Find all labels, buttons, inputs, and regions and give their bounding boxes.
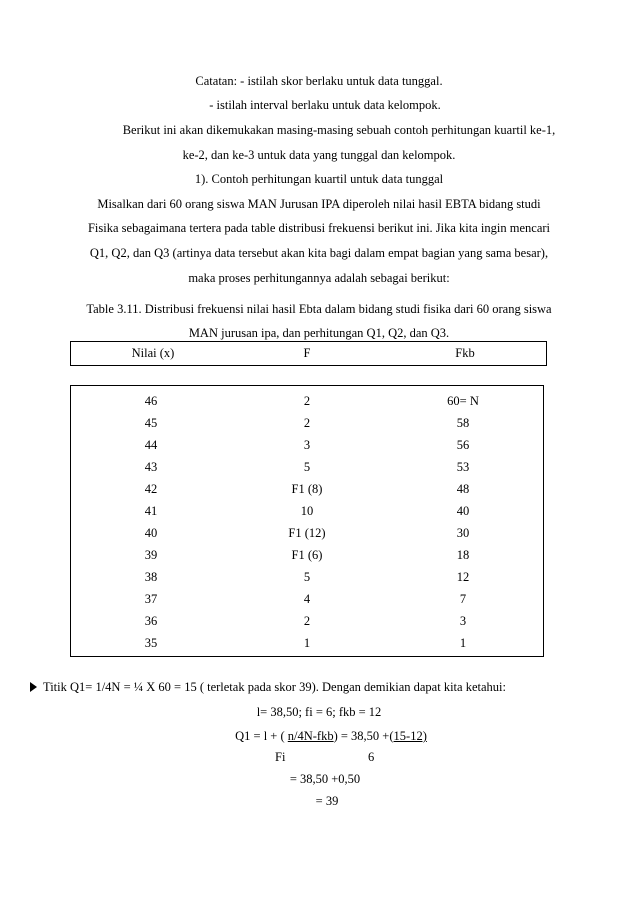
denominator-fi: Fi bbox=[275, 750, 286, 764]
denominator-6: 6 bbox=[368, 750, 375, 764]
cell-nilai: 41 bbox=[144, 504, 158, 518]
table-caption-line-2: MAN jurusan ipa, dan perhitungan Q1, Q2, dan Q3. bbox=[188, 326, 450, 340]
cell-nilai: 43 bbox=[144, 460, 158, 474]
cell-f: 10 bbox=[300, 504, 314, 518]
q1-bullet-text: Titik Q1= 1/4N = ¼ X 60 = 15 ( terletak pada skor 39). Dengan demikian dapat kita ketahui: bbox=[43, 680, 506, 694]
cell-nilai: 46 bbox=[144, 394, 158, 408]
table-row bbox=[71, 478, 543, 500]
table-header bbox=[70, 341, 547, 366]
cell-nilai: 37 bbox=[144, 592, 158, 606]
table-row bbox=[71, 544, 543, 566]
table-row bbox=[71, 456, 543, 478]
subheading-single-data: 1). Contoh perhitungan kuartil untuk data tunggal bbox=[194, 172, 444, 186]
q1-bullet-line bbox=[30, 680, 506, 695]
intro-line-2: Fisika sebagaimana tertera pada table distribusi frekuensi berikut ini. Jika kita ingin mencari bbox=[87, 221, 550, 235]
cell-nilai: 42 bbox=[144, 482, 158, 496]
cell-nilai: 36 bbox=[144, 614, 158, 628]
note-line-2: - istilah interval berlaku untuk data kelompok. bbox=[209, 98, 441, 112]
cell-nilai: 38 bbox=[144, 570, 158, 584]
cell-fkb: 40 bbox=[456, 504, 470, 518]
header-f: F bbox=[303, 346, 311, 360]
cell-f: F1 (8) bbox=[291, 482, 323, 496]
frequency-table-body bbox=[70, 385, 544, 657]
table-row bbox=[71, 522, 543, 544]
cell-nilai: 35 bbox=[144, 636, 158, 650]
cell-nilai: 40 bbox=[144, 526, 158, 540]
table-row bbox=[71, 566, 543, 588]
table-row bbox=[71, 632, 543, 654]
table-caption-line-1: Table 3.11. Distribusi frekuensi nilai hasil Ebta dalam bidang studi fisika dari 60 orang siswa bbox=[86, 302, 552, 316]
intro-line-3: Q1, Q2, dan Q3 (artinya data tersebut akan kita bagi dalam empat bagian yang sama besar), bbox=[89, 246, 549, 260]
cell-fkb: 7 bbox=[459, 592, 467, 606]
formula-fraction: n/4N-fkb bbox=[287, 729, 334, 743]
arrow-bullet-icon bbox=[30, 682, 37, 692]
header-fkb: Fkb bbox=[455, 346, 475, 360]
cell-f: 2 bbox=[303, 394, 311, 408]
table-row bbox=[71, 588, 543, 610]
q1-values: l= 38,50; fi = 6; fkb = 12 bbox=[256, 705, 382, 719]
header-nilai: Nilai (x) bbox=[131, 346, 175, 360]
cell-nilai: 45 bbox=[144, 416, 158, 430]
cell-fkb: 58 bbox=[456, 416, 470, 430]
cell-f: 2 bbox=[303, 614, 311, 628]
formula-numerator: 15-12) bbox=[393, 729, 427, 743]
cell-nilai: 44 bbox=[144, 438, 158, 452]
cell-f: F1 (6) bbox=[291, 548, 323, 562]
note-line-3: Berikut ini akan dikemukakan masing-masing sebuah contoh perhitungan kuartil ke-1, bbox=[122, 123, 556, 137]
cell-fkb: 3 bbox=[459, 614, 467, 628]
cell-f: 5 bbox=[303, 570, 311, 584]
cell-f: F1 (12) bbox=[288, 526, 326, 540]
table-row bbox=[71, 390, 543, 412]
cell-fkb: 18 bbox=[456, 548, 470, 562]
cell-fkb: 1 bbox=[459, 636, 467, 650]
cell-f: 5 bbox=[303, 460, 311, 474]
cell-fkb: 56 bbox=[456, 438, 470, 452]
cell-fkb: 53 bbox=[456, 460, 470, 474]
formula-prefix: Q1 = l + ( bbox=[235, 729, 288, 743]
q1-step-2: = 38,50 +0,50 bbox=[289, 772, 361, 786]
table-row bbox=[71, 500, 543, 522]
formula-mid: ) = 38,50 +( bbox=[333, 729, 394, 743]
q1-formula bbox=[12, 728, 638, 744]
table-row bbox=[71, 412, 543, 434]
cell-fkb: 48 bbox=[456, 482, 470, 496]
cell-f: 1 bbox=[303, 636, 311, 650]
intro-line-1: Misalkan dari 60 orang siswa MAN Jurusan IPA diperoleh nilai hasil EBTA bidang studi bbox=[97, 197, 541, 211]
cell-nilai: 39 bbox=[144, 548, 158, 562]
cell-f: 4 bbox=[303, 592, 311, 606]
q1-result: = 39 bbox=[315, 794, 339, 808]
cell-f: 3 bbox=[303, 438, 311, 452]
intro-line-4: maka proses perhitungannya adalah sebagai berikut: bbox=[188, 271, 450, 285]
cell-fkb: 30 bbox=[456, 526, 470, 540]
note-line-4: ke-2, dan ke-3 untuk data yang tunggal dan kelompok. bbox=[182, 148, 456, 162]
table-row bbox=[71, 434, 543, 456]
note-line-1: Catatan: - istilah skor berlaku untuk data tunggal. bbox=[195, 74, 443, 88]
cell-fkb: 12 bbox=[456, 570, 470, 584]
cell-fkb: 60= N bbox=[447, 394, 479, 408]
cell-f: 2 bbox=[303, 416, 311, 430]
table-row bbox=[71, 610, 543, 632]
